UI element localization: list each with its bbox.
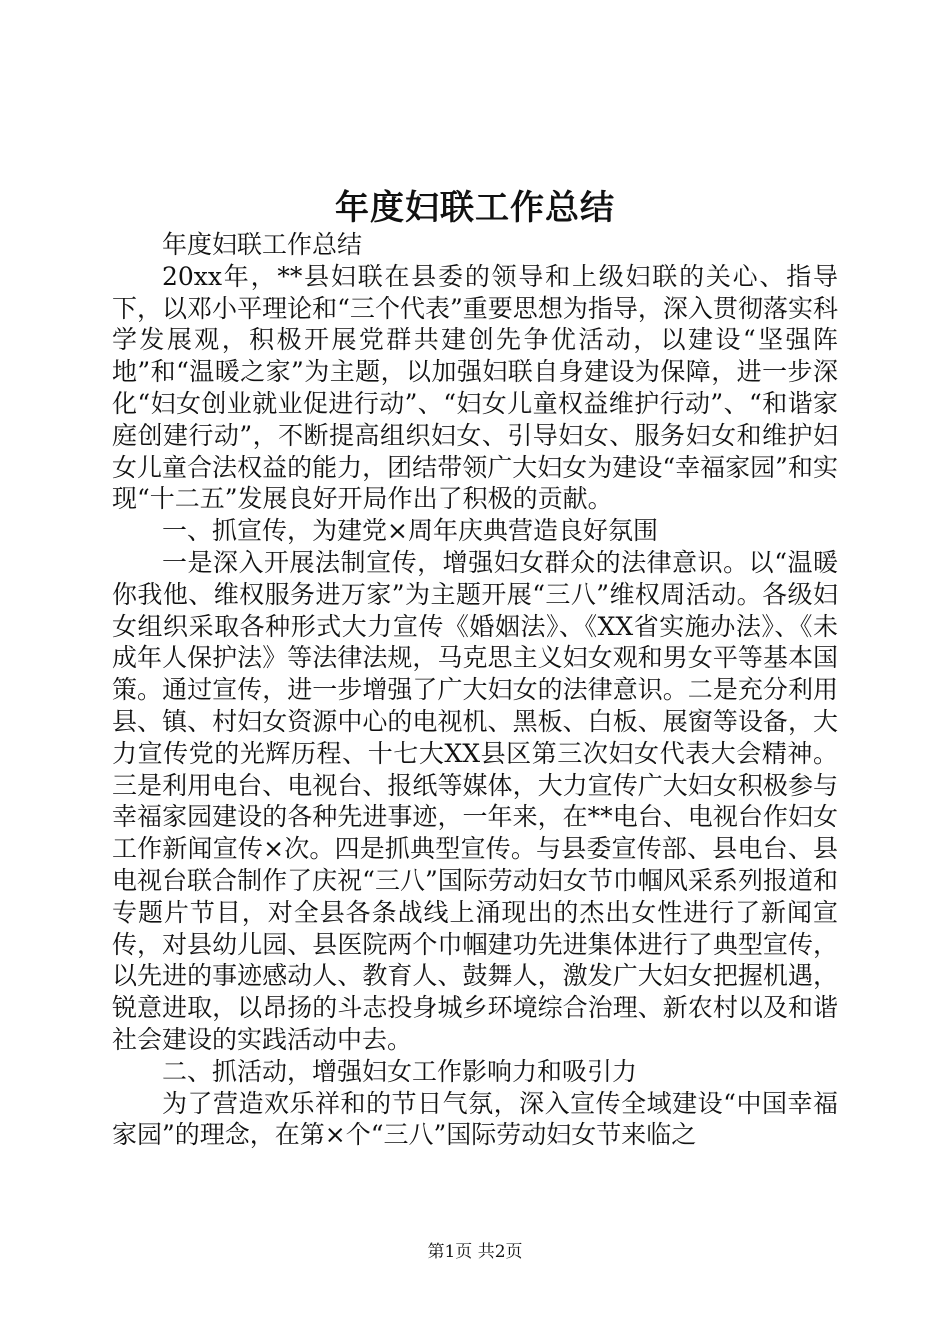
section-heading-1: 一、抓宣传，为建党×周年庆典营造良好氛围	[162, 516, 658, 546]
document-body	[112, 229, 838, 1151]
page-footer: 第1页 共2页	[427, 1242, 523, 1262]
section-heading-2: 二、抓活动，增强妇女工作影响力和吸引力	[162, 1056, 638, 1086]
paragraph-section-1: 一是深入开展法制宣传，增强妇女群众的法律意识。以“温暖你我他、维权服务进万家”为主题开展“三八”维权周活动。各级妇女组织采取各种形式大力宣传《婚姻法》、《XX省实施办法》、《未成年人保护法》等法律法规，马克思主义妇女观和男女平等基本国策。通过宣传，进一步增强了广大妇女的法律意识。二是充分利用县、镇、村妇女资源中心的电视机、黑板、白板、展窗等设备，大力宣传党的光辉历程、十七大XX县区第三次妇女代表大会精神。三是利用电台、电视台、报纸等媒体，大力宣传广大妇女积极参与幸福家园建设的各种先进事迹，一年来，在**电台、电视台作妇女工作新闻宣传×次。四是抓典型宣传。与县委宣传部、县电台、县电视台联合制作了庆祝“三八”国际劳动妇女节巾帼风采系列报道和专题片节目，对全县各条战线上涌现出的杰出女性进行了新闻宣传，对县幼儿园、县医院两个巾帼建功先进集体进行了典型宣传，以先进的事迹感动人、教育人、鼓舞人，激发广大妇女把握机遇，锐意进取，以昂扬的斗志投身城乡环境综合治理、新农村以及和谐社会建设的实践活动中去。	[112, 547, 838, 1054]
paragraph-intro: 20xx年，**县妇联在县委的领导和上级妇联的关心、指导下，以邓小平理论和“三个代表”重要思想为指导，深入贯彻落实科学发展观，积极开展党群共建创先争优活动，以建设“坚强阵地”和“温暖之家”为主题，以加强妇联自身建设为保障，进一步深化“妇女创业就业促进行动”、“妇女儿童权益维护行动”、“和谐家庭创建行动”，不断提高组织妇女、引导妇女、服务妇女和维护妇女儿童合法权益的能力，团结带领广大妇女为建设“幸福家园”和实现“十二五”发展良好开局作出了积极的贡献。	[112, 261, 838, 514]
document-title: 年度妇联工作总结	[335, 188, 615, 228]
paragraph-section-2: 为了营造欢乐祥和的节日气氛，深入宣传全域建设“中国幸福家园”的理念，在第×个“三八”国际劳动妇女节来临之	[112, 1088, 838, 1150]
paragraph-subtitle: 年度妇联工作总结	[162, 230, 363, 259]
